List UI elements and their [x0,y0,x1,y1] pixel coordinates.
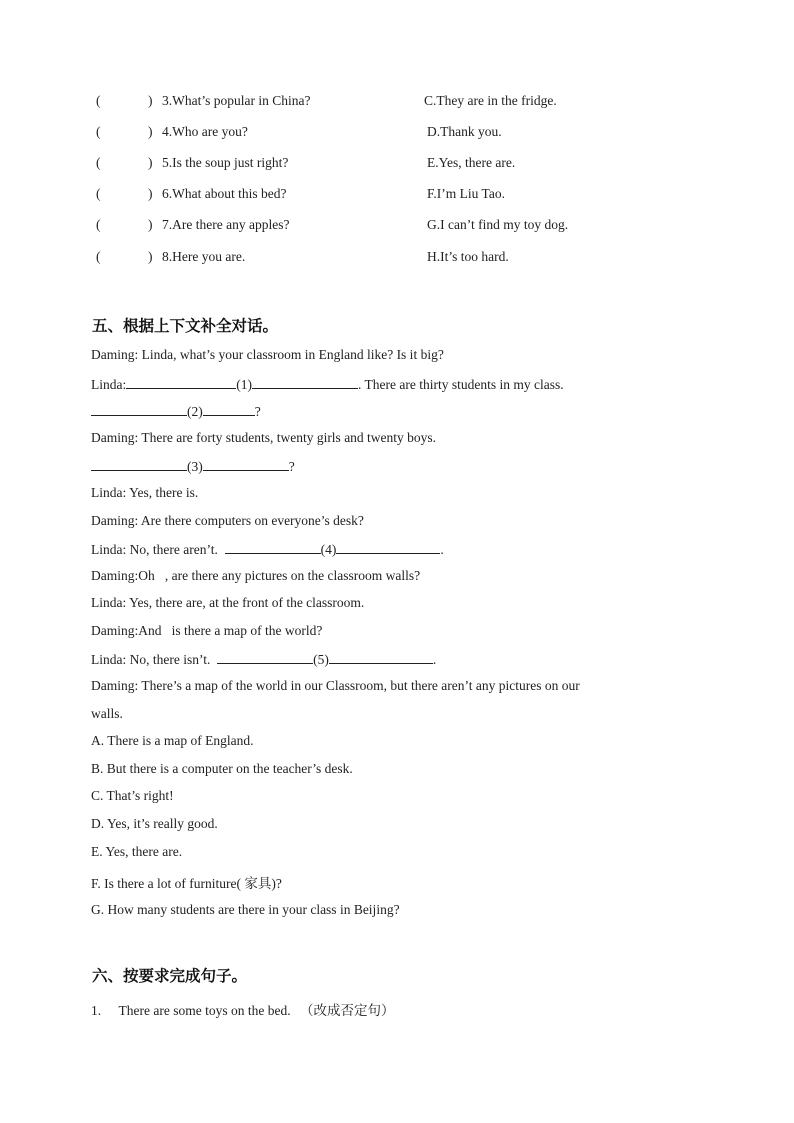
matching-question: 3.What’s popular in China? [162,93,311,108]
option-item: B. But there is a computer on the teacher’s desk. [91,761,353,776]
blank-number: (1) [236,377,252,392]
answer-paren-open: ( [96,124,101,139]
matching-question: 4.Who are you? [162,124,248,139]
answer-blank[interactable] [91,457,187,471]
option-item: C. That’s right! [91,788,174,803]
blank-number: (5) [313,652,329,667]
blank-number: (3) [187,459,203,474]
dialogue-line: Linda: Yes, there is. [91,485,199,500]
answer-blank[interactable] [91,402,187,416]
answer-paren-open: ( [96,155,101,170]
dialogue-line [91,540,444,558]
dialogue-text: ? [288,459,295,474]
answer-blank[interactable] [336,540,440,554]
exercise-number: 1. [91,1003,102,1018]
speaker-text: Linda: No, there aren’t. [91,542,218,557]
speaker-text: Linda: [91,377,127,392]
dialogue-line: Daming: There are forty students, twenty girls and twenty boys. [91,430,437,445]
dialogue-line [91,650,436,668]
dialogue-line [91,457,295,475]
answer-blank[interactable] [217,650,313,664]
exercise-text: There are some toys on the bed. [118,1003,291,1018]
dialogue-line: walls. [91,706,123,721]
dialogue-line [91,402,261,420]
exercise-item [91,999,394,1019]
option-item: E. Yes, there are. [91,844,183,859]
option-item: D. Yes, it’s really good. [91,816,218,831]
dialogue-text: . [440,542,444,557]
answer-paren-close: ) [148,186,153,201]
answer-blank[interactable] [252,375,358,389]
option-item: F. Is there a lot of furniture( 家具)? [91,876,282,891]
matching-answer: H.It’s too hard. [427,249,509,264]
answer-paren-open: ( [96,186,101,201]
dialogue-line: Daming:Oh , are there any pictures on the classroom walls? [91,568,421,583]
matching-answer: G.I can’t find my toy dog. [427,217,569,232]
matching-answer: D.Thank you. [427,124,502,139]
matching-question: 5.Is the soup just right? [162,155,289,170]
answer-paren-open: ( [96,93,101,108]
matching-answer: E.Yes, there are. [427,155,516,170]
dialogue-line: Daming: There’s a map of the world in our Classroom, but there aren’t any pictures on our [91,678,580,693]
answer-paren-close: ) [148,249,153,264]
exercise-instruction: （改成否定句） [299,1003,395,1019]
answer-blank[interactable] [203,457,289,471]
answer-blank[interactable] [126,375,236,389]
dialogue-line: Daming:And is there a map of the world? [91,623,323,638]
dialogue-line: Daming: Are there computers on everyone’s desk? [91,513,364,528]
matching-answer: F.I’m Liu Tao. [427,186,505,201]
answer-blank[interactable] [329,650,433,664]
answer-paren-close: ) [148,217,153,232]
answer-paren-open: ( [96,217,101,232]
matching-question: 6.What about this bed? [162,186,287,201]
answer-paren-close: ) [148,124,153,139]
dialogue-line [91,375,564,393]
matching-question: 7.Are there any apples? [162,217,290,232]
dialogue-line: Linda: Yes, there are, at the front of the classroom. [91,595,365,610]
option-item: A. There is a map of England. [91,733,254,748]
section-heading-6: 六、按要求完成句子。 [92,967,248,985]
answer-paren-close: ) [148,155,153,170]
dialogue-line: Daming: Linda, what’s your classroom in England like? Is it big? [91,347,444,362]
answer-blank[interactable] [225,540,321,554]
dialogue-text: . [432,652,437,667]
answer-paren-open: ( [96,249,101,264]
matching-answer: C.They are in the fridge. [424,93,557,108]
speaker-text: Linda: No, there isn’t. [91,652,211,667]
matching-question: 8.Here you are. [162,249,246,264]
dialogue-text: . There are thirty students in my class. [358,377,564,392]
answer-blank[interactable] [203,402,255,416]
section-heading-5: 五、根据上下文补全对话。 [92,317,279,335]
option-item: G. How many students are there in your class in Beijing? [91,902,400,917]
dialogue-text: ? [254,404,261,419]
blank-number: (4) [320,542,337,557]
answer-paren-close: ) [148,93,153,108]
blank-number: (2) [187,404,203,419]
